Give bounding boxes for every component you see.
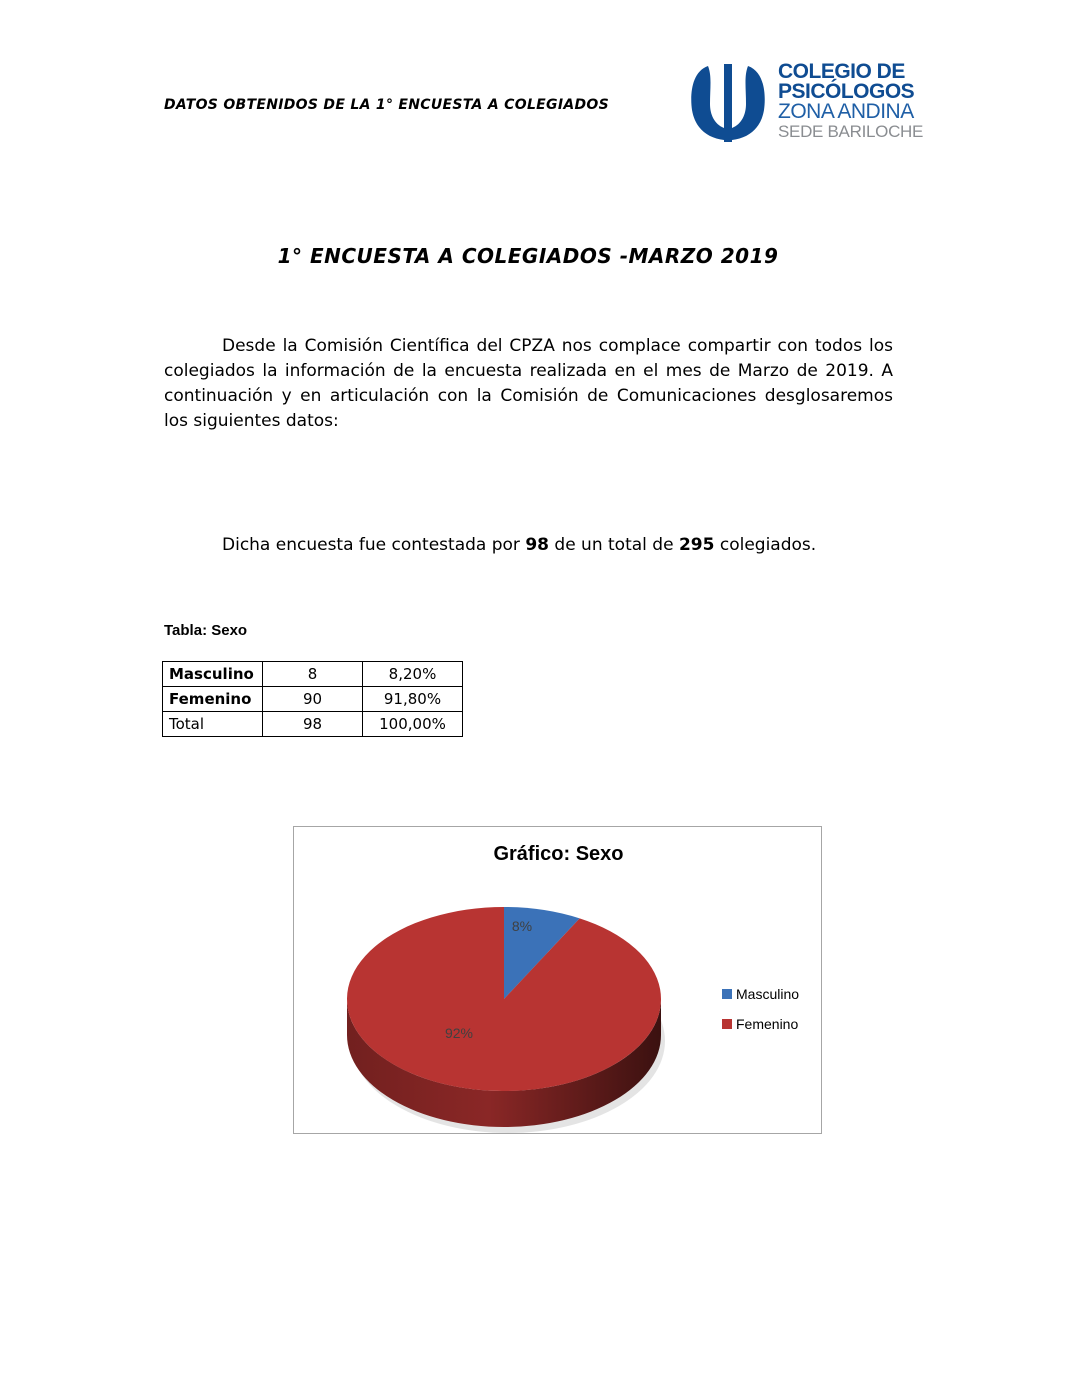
row-percent: 100,00% (363, 712, 463, 737)
logo-wordmark (778, 62, 923, 142)
logo-line-2: PSICÓLOGOS (778, 80, 915, 103)
legend-item (722, 979, 799, 1009)
row-label: Masculino (163, 662, 263, 687)
row-count: 8 (263, 662, 363, 687)
sexo-table (162, 661, 463, 737)
psi-logo-icon (688, 62, 778, 146)
chart-title: Gráfico: Sexo (493, 843, 624, 865)
row-percent: 91,80% (363, 687, 463, 712)
response-prefix: Dicha encuesta fue contestada por (222, 535, 526, 555)
row-percent: 8,20% (363, 662, 463, 687)
response-suffix: colegiados. (714, 535, 817, 555)
legend-swatch (722, 1019, 732, 1029)
row-label: Total (163, 712, 263, 737)
document-title: 1° ENCUESTA A COLEGIADOS -MARZO 2019 (277, 244, 779, 268)
pie-data-label: 92% (444, 1025, 474, 1041)
logo-line-1: COLEGIO DE (778, 60, 905, 83)
legend-label: Masculino (736, 986, 800, 1002)
legend-swatch (722, 989, 732, 999)
header-text: DATOS OBTENIDOS DE LA 1° ENCUESTA A COLEGIADOS (164, 97, 609, 113)
chart-legend (722, 979, 799, 1039)
answered-count: 98 (525, 535, 549, 555)
total-count: 295 (678, 535, 715, 555)
intro-paragraph: Desde la Comisión Científica del CPZA nos complace compartir con todos los colegiados la información de la encuesta realizada en el mes de Marzo de 2019. A continuación y en articulación con la Comisión de Comunicaciones desglosaremos los siguientes datos: (164, 336, 893, 431)
response-middle: de un total de (549, 535, 679, 555)
row-label: Femenino (163, 687, 263, 712)
colegio-logo (688, 60, 924, 146)
table-row (163, 687, 463, 712)
logo-line-4: SEDE BARILOCHE (778, 122, 924, 141)
table-caption: Tabla: Sexo (164, 622, 248, 639)
row-count: 90 (263, 687, 363, 712)
pie-data-label: 8% (511, 918, 533, 934)
legend-item (722, 1009, 799, 1039)
pie-chart (293, 826, 822, 1134)
pie-slice-femenino (347, 907, 661, 1091)
logo-line-3: ZONA ANDINA (778, 100, 914, 123)
table-row (163, 662, 463, 687)
table-row (163, 712, 463, 737)
legend-label: Femenino (736, 1016, 799, 1032)
response-sentence (222, 535, 816, 555)
row-count: 98 (263, 712, 363, 737)
